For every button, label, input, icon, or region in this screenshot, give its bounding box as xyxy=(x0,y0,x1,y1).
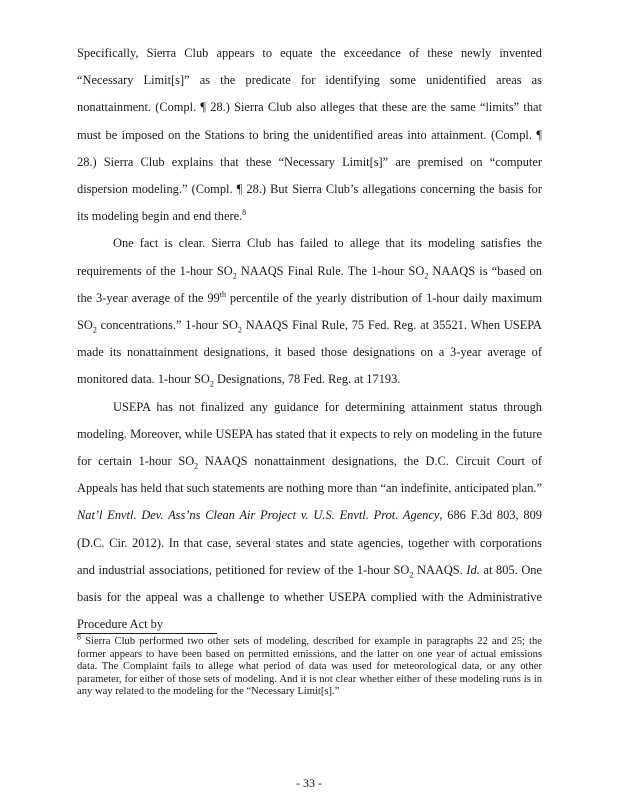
paragraph: One fact is clear. Sierra Club has failed to allege that its modeling satisfies the requirements of the 1-hour $SO_2$ NAAQS Final Rule. The 1-hour $SO_2$ NAAQS is “based on the 3-year average of the 99th percentile of the yearly distribution of 1-hour daily maximum $SO_2$ concentrations.” 1-hour $SO_2$ NAAQS Final Rule, 75 Fed. Reg. at 35521. When USEPA made its nonattainment designations, it based those designations on a 3-year average of monitored data. 1-hour $SO_2$ Designations, 78 Fed. Reg. at 17193. xyxy=(77,236,543,389)
footnote-reference: 8 xyxy=(242,208,247,218)
paragraph: USEPA has not finalized any guidance for determining attainment status through modeling. Moreover, while USEPA has stated that it expects to rely on modeling in the future for certain 1-hour $SO_2$ NAAQS nonattainment designations, the D.C. Circuit Court of Appeals has held that such statements are nothing more than “an indefinite, anticipated plan.” Nat’l Envtl. Dev. Ass’ns Clean Air Project v. U.S. Envtl. Prot. Agency, 686 F.3d 803, 809 (D.C. Cir. 2012). In that case, several states and state agencies, together with corporations and industrial associations, petitioned for review of the 1-hour $SO_2$ NAAQS. Id. at 805. One basis for the appeal was a challenge to whether USEPA complied with the Administrative Procedure Act by xyxy=(77,399,542,632)
paragraph: Specifically, Sierra Club appears to equate the exceedance of these newly invented “Necessary Limit[s]” as the predicate for identifying some unidentified areas as nonattainment. (Compl. ¶ 28.) Sierra Club also alleges that these are the same “limits” that must be imposed on the Stations to bring the unidentified areas into attainment. (Compl. ¶ 28.) Sierra Club explains that these “Necessary Limit[s]” are premised on “computer dispersion modeling.” (Compl. ¶ 28.) But Sierra Club’s allegations concerning the basis for its modeling begin and end there.$^8$ xyxy=(77,46,542,224)
footnote-marker: 8 xyxy=(77,632,81,642)
footnote xyxy=(77,632,542,699)
body-text xyxy=(77,40,542,638)
footnote-divider xyxy=(77,633,217,634)
page-number: - 33 - xyxy=(296,776,322,790)
footnote-text: Sierra Club performed two other sets of modeling, described for example in paragraphs 22 and 25; the former appears to have been based on permitted emissions, and the latter on one year of actual emissions data. The Complaint fails to allege what period of data was used for meteorological data, or any other parameter, for either of those sets of modeling. And it is not clear whether either of these modeling runs is in any way related to the modeling for the “Necessary Limit[s].” xyxy=(77,636,542,698)
case-citation: Nat’l Envtl. Dev. Ass’ns Clean Air Project v. U.S. Envtl. Prot. Agency xyxy=(77,508,440,523)
id-citation: Id. xyxy=(466,562,480,577)
